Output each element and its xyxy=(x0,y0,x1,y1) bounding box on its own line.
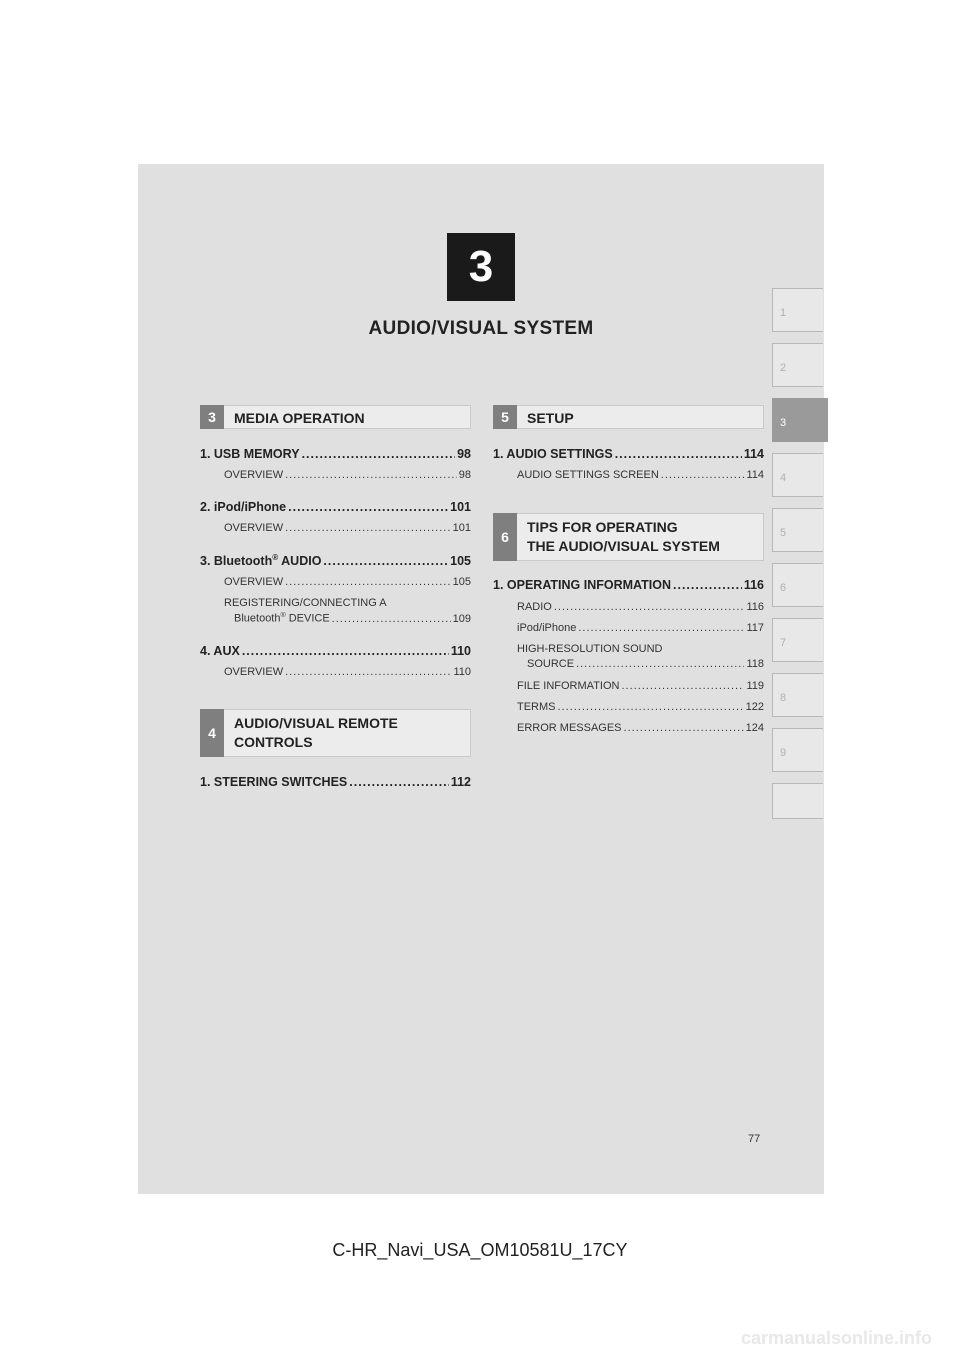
watermark: carmanualsonline.info xyxy=(740,1328,932,1348)
tab-7[interactable]: 7 xyxy=(772,618,823,662)
section-number: 4 xyxy=(200,709,224,757)
section-number: 6 xyxy=(493,513,517,561)
tab-1[interactable]: 1 xyxy=(772,288,823,332)
tab-9[interactable]: 9 xyxy=(772,728,823,772)
section-header-media-operation xyxy=(200,405,471,429)
toc-entry-ipod-iphone[interactable]: 2. iPod/iPhone ..... 101 xyxy=(200,500,471,514)
toc-entry-usb-memory[interactable]: 1. USB MEMORY ..... 98 xyxy=(200,447,471,461)
section-number: 3 xyxy=(200,405,224,429)
toc-sub-high-res-line1[interactable]: HIGH-RESOLUTION SOUND xyxy=(517,643,663,655)
chapter-number-box: 3 xyxy=(447,233,515,301)
toc-entry-operating-information[interactable]: 1. OPERATING INFORMATION ..... 116 xyxy=(493,578,764,592)
tab-6[interactable]: 6 xyxy=(772,563,823,607)
toc-sub-overview[interactable]: OVERVIEW ..... 110 xyxy=(224,666,471,678)
footer-doc-id: C-HR_Navi_USA_OM10581U_17CY xyxy=(332,1240,628,1260)
toc-sub-overview[interactable]: OVERVIEW ..... 98 xyxy=(224,469,471,481)
toc-sub-ipod-iphone[interactable]: iPod/iPhone ..... 117 xyxy=(517,622,764,634)
section-title: SETUP xyxy=(527,410,574,426)
tab-5[interactable]: 5 xyxy=(772,508,823,552)
section-title: MEDIA OPERATION xyxy=(234,410,365,426)
toc-sub-registering-line2[interactable]: Bluetooth® DEVICE ..... 109 xyxy=(224,612,471,625)
tab-8[interactable]: 8 xyxy=(772,673,823,717)
section-header-tips xyxy=(493,513,764,561)
toc-sub-overview[interactable]: OVERVIEW ..... 105 xyxy=(224,576,471,588)
toc-entry-audio-settings[interactable]: 1. AUDIO SETTINGS ..... 114 xyxy=(493,447,764,461)
tab-2[interactable]: 2 xyxy=(772,343,823,387)
tab-blank[interactable] xyxy=(772,783,823,819)
toc-entry-steering-switches[interactable]: 1. STEERING SWITCHES ..... 112 xyxy=(200,775,471,789)
section-title: TIPS FOR OPERATING THE AUDIO/VISUAL SYSTEM xyxy=(527,519,720,554)
tab-3[interactable]: 3 xyxy=(772,398,828,442)
toc-sub-error-messages[interactable]: ERROR MESSAGES ..... 124 xyxy=(517,722,764,734)
toc-sub-file-information[interactable]: FILE INFORMATION ..... 119 xyxy=(517,680,764,692)
toc-sub-audio-settings-screen[interactable]: AUDIO SETTINGS SCREEN ..... 114 xyxy=(517,469,764,481)
section-header-remote-controls xyxy=(200,709,471,757)
toc-sub-registering-line1[interactable]: REGISTERING/CONNECTING A xyxy=(224,597,387,609)
toc-entry-aux[interactable]: 4. AUX ..... 110 xyxy=(200,644,471,658)
toc-entry-bluetooth-audio[interactable]: 3. Bluetooth® AUDIO ..... 105 xyxy=(200,553,471,568)
section-number: 5 xyxy=(493,405,517,429)
toc-sub-overview[interactable]: OVERVIEW ..... 101 xyxy=(224,522,471,534)
section-header-setup xyxy=(493,405,764,429)
section-title: AUDIO/VISUAL REMOTE CONTROLS xyxy=(234,715,398,750)
toc-sub-high-res-line2[interactable]: SOURCE ..... 118 xyxy=(517,658,764,670)
toc-sub-radio[interactable]: RADIO ..... 116 xyxy=(517,601,764,613)
tab-4[interactable]: 4 xyxy=(772,453,823,497)
toc-sub-terms[interactable]: TERMS ..... 122 xyxy=(517,701,764,713)
page-number: 77 xyxy=(748,1133,761,1145)
chapter-title: AUDIO/VISUAL SYSTEM xyxy=(368,318,594,339)
